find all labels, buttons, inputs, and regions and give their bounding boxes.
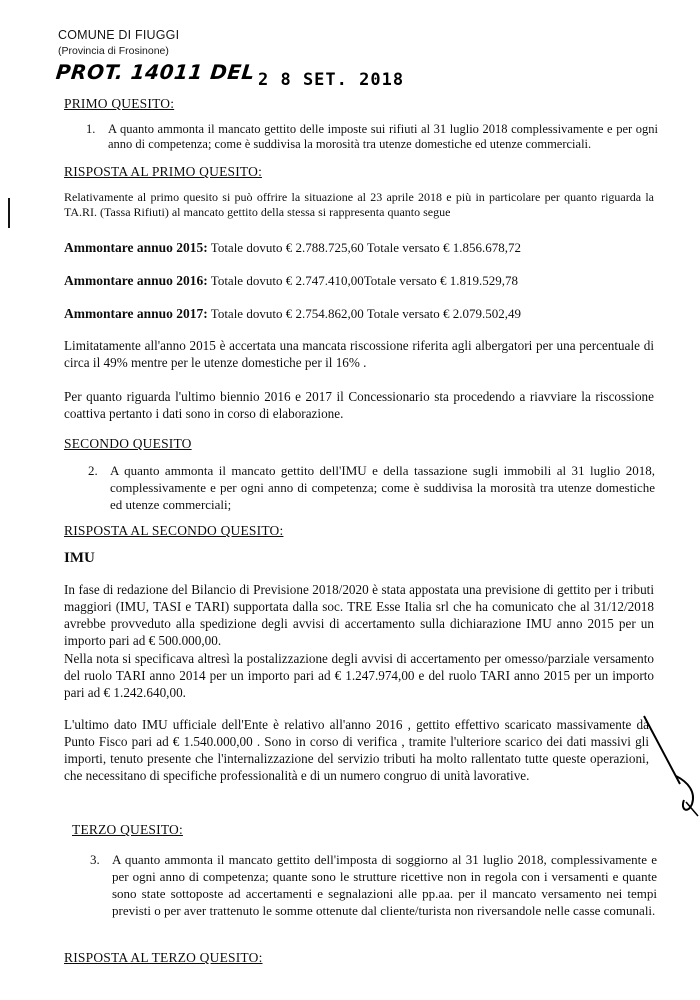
protocol-date-stamp: 2 8 SET. 2018 bbox=[258, 70, 405, 90]
q1-number: 1. bbox=[86, 122, 96, 136]
q2-number: 2. bbox=[88, 463, 98, 478]
a1-intro: Relativamente al primo quesito si può offrire la situazione al 23 aprile 2018 e più in particolare per quanto riguarda la TA.RI. (Tassa Rifiuti) al mancato gettito della stessa si rappresenta quanto segue bbox=[64, 190, 654, 219]
a1-row-2017-label: Ammontare annuo 2017: bbox=[64, 306, 208, 321]
margin-mark bbox=[8, 198, 10, 228]
q3-number: 3. bbox=[90, 852, 100, 867]
q2-text: A quanto ammonta il mancato gettito dell'IMU e della tassazione sugli immobili al 31 luglio 2018, complessivamente e per ogni anno di competenza; come è suddivisa la morosità tra utenze domestiche ed utenze commerciali; bbox=[110, 463, 655, 512]
a1-row-2016 bbox=[64, 273, 518, 289]
a2-paragraph-3: L'ultimo dato IMU ufficiale dell'Ente è relativo all'anno 2016 , gettito effettivo scaricato massivamente da Punto Fisco pari ad € 1.540.000,00 . Sono in corso di verifica , tramite l'ulteriore scarico dei dati massivi gli importi, tenuto presente che l'internalizzazione del servizio tributi ha molto rallentato tutte queste operazioni, che necessitano di specifiche professionalità e di un numero congruo di unità lavorative. bbox=[64, 717, 649, 783]
a1-row-2016-values: Totale dovuto € 2.747.410,00Totale versato € 1.819.529,78 bbox=[210, 273, 519, 288]
a1-row-2017 bbox=[64, 306, 521, 322]
a1-paragraph-1: Limitatamente all'anno 2015 è accertata una mancata riscossione riferita agli albergatori per una percentuale di circa il 49% mentre per le utenze domestiche per il 16% . bbox=[64, 338, 654, 370]
a1-row-2016-label: Ammontare annuo 2016: bbox=[64, 273, 208, 288]
a3-heading: RISPOSTA AL TERZO QUESITO: bbox=[64, 950, 263, 965]
q1-text: A quanto ammonta il mancato gettito delle imposte sui rifiuti al 31 luglio 2018 complessivamente e per ogni anno di competenza; come è suddivisa la morosità tra utenze domestiche ed utenze commerciali. bbox=[108, 122, 658, 151]
a1-row-2017-values: Totale dovuto € 2.754.862,00 Totale versato € 2.079.502,49 bbox=[210, 306, 522, 321]
a2-paragraph-2: Nella nota si specificava altresì la postalizzazione degli avvisi di accertamento per omesso/parziale versamento del ruolo TARI anno 2014 per un importo pari ad € 1.247.974,00 e del ruolo TARI anno 2015 per un importo pari ad € 1.242.640,00. bbox=[64, 651, 654, 700]
a1-row-2015-label: Ammontare annuo 2015: bbox=[64, 240, 208, 255]
q1-heading: PRIMO QUESITO: bbox=[64, 96, 175, 111]
handwritten-protocol-number: PROT. 14011 DEL bbox=[54, 60, 257, 84]
a2-subheading-imu: IMU bbox=[64, 550, 95, 566]
q2-item bbox=[88, 462, 655, 513]
q3-heading: TERZO QUESITO: bbox=[72, 822, 183, 837]
a1-row-2015-values: Totale dovuto € 2.788.725,60 Totale versato € 1.856.678,72 bbox=[210, 240, 522, 255]
q2-heading: SECONDO QUESITO bbox=[64, 436, 192, 451]
a1-paragraph-2: Per quanto riguarda l'ultimo biennio 2016 e 2017 il Concessionario sta procedendo a riavviare la riscossione coattiva pertanto i dati sono in corso di elaborazione. bbox=[64, 389, 654, 421]
a1-heading: RISPOSTA AL PRIMO QUESITO: bbox=[64, 164, 263, 179]
q3-item bbox=[90, 851, 657, 919]
q3-text: A quanto ammonta il mancato gettito dell'imposta di soggiorno al 31 luglio 2018, complessivamente e per ogni anno di competenza; quante sono le strutture ricettive non in regola con i versamenti e quante sono state sottoposte ad accertamenti e segnalazioni alle pp.aa. per il mancato versamento nei tempi previsti o per aver trattenuto le somme ottenute dal cliente/turista non riversandole nelle casse comunali. bbox=[112, 852, 657, 918]
municipality-name: COMUNE DI FIUGGI bbox=[58, 28, 180, 42]
province-name: (Provincia di Frosinone) bbox=[58, 45, 169, 57]
a2-heading: RISPOSTA AL SECONDO QUESITO: bbox=[64, 523, 284, 538]
a1-row-2015 bbox=[64, 240, 521, 256]
a2-paragraph-1: In fase di redazione del Bilancio di Previsione 2018/2020 è stata appostata una previsione di gettito per i tributi maggiori (IMU, TASI e TARI) supportata dalla soc. TRE Esse Italia srl che ha comunicato che al 31/12/2018 avrebbe provveduto alla spedizione degli avvisi di accertamento sulla dichiarazione IMU anno 2015 per un importo pari ad € 500.000,00. bbox=[64, 582, 654, 648]
handwritten-margin-annotation bbox=[640, 712, 700, 822]
q1-item bbox=[86, 122, 658, 152]
